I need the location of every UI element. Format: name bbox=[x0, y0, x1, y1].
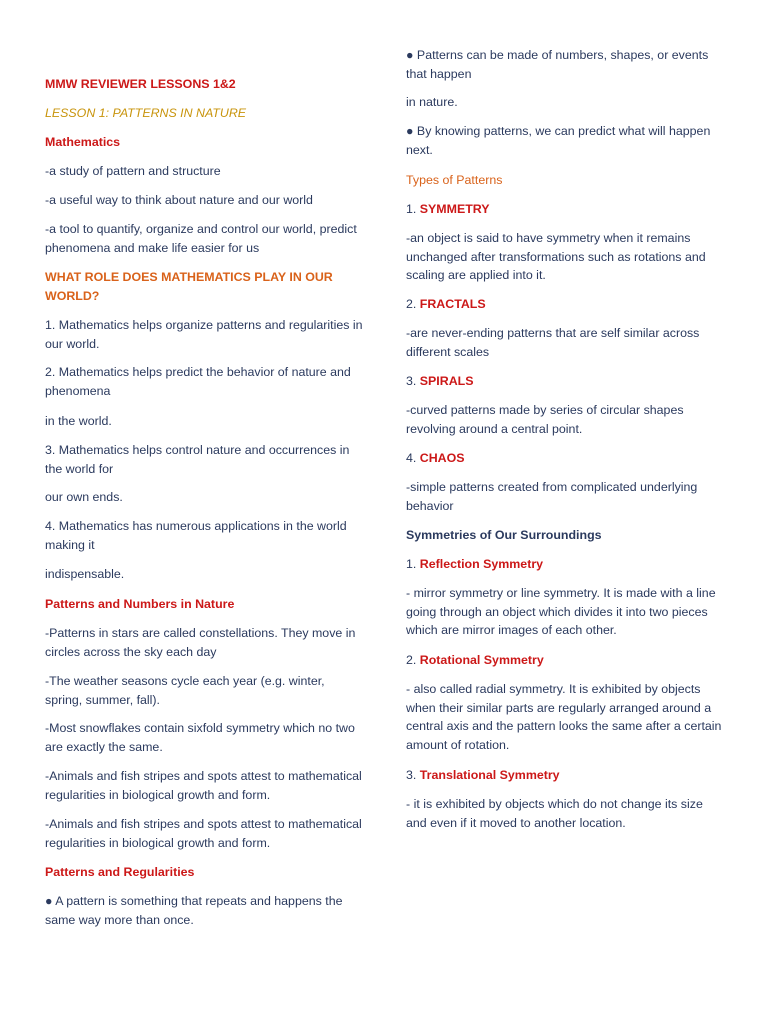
paragraph: in the world. bbox=[45, 414, 112, 428]
item-number: 2. bbox=[406, 653, 420, 667]
item-name: SYMMETRY bbox=[419, 202, 490, 216]
paragraph: -a useful way to think about nature and our world bbox=[45, 193, 313, 207]
paragraph: -simple patterns created from complicated underlying behavior bbox=[406, 480, 698, 513]
item-name: Rotational Symmetry bbox=[419, 653, 544, 667]
paragraph: - also called radial symmetry. It is exhibited by objects when their similar parts are regularly arranged around a central axis and the pattern looks the same after a certain amount of rotation. bbox=[406, 682, 722, 752]
paragraph: - mirror symmetry or line symmetry. It is made with a line going through an object which divides it into two pieces which are mirror images of each other. bbox=[406, 586, 716, 637]
heading-symmetries: Symmetries of Our Surroundings bbox=[406, 528, 602, 542]
paragraph: indispensable. bbox=[45, 567, 125, 581]
item-name: FRACTALS bbox=[419, 297, 486, 311]
item-name: CHAOS bbox=[419, 451, 465, 465]
paragraph: -Most snowflakes contain sixfold symmetry which no two are exactly the same. bbox=[45, 721, 355, 754]
list-item-rotational bbox=[406, 651, 726, 670]
item-number: 2. bbox=[406, 297, 420, 311]
item-number: 1. bbox=[406, 557, 420, 571]
paragraph: -Animals and fish stripes and spots attest to mathematical regularities in biological growth and form. bbox=[45, 769, 362, 802]
document-title: MMW REVIEWER LESSONS 1&2 bbox=[45, 77, 236, 91]
paragraph: -a tool to quantify, organize and control our world, predict phenomena and make life easier for us bbox=[45, 222, 357, 255]
heading-patterns-and-numbers: Patterns and Numbers in Nature bbox=[45, 597, 235, 611]
paragraph: -are never-ending patterns that are self similar across different scales bbox=[406, 326, 700, 359]
paragraph: -Patterns in stars are called constellations. They move in circles across the sky each day bbox=[45, 626, 356, 659]
paragraph: 4. Mathematics has numerous applications in the world making it bbox=[45, 519, 347, 552]
paragraph: - it is exhibited by objects which do not change its size and even if it moved to another location. bbox=[406, 797, 703, 830]
lesson-title: LESSON 1: PATTERNS IN NATURE bbox=[45, 106, 247, 120]
item-name: SPIRALS bbox=[419, 374, 474, 388]
heading-mathematics: Mathematics bbox=[45, 135, 121, 149]
paragraph: ● Patterns can be made of numbers, shapes, or events that happen bbox=[406, 48, 709, 81]
paragraph: 1. Mathematics helps organize patterns and regularities in our world. bbox=[45, 318, 363, 351]
paragraph: -a study of pattern and structure bbox=[45, 164, 221, 178]
list-item-symmetry bbox=[406, 200, 726, 219]
item-number: 3. bbox=[406, 768, 420, 782]
paragraph: -The weather seasons cycle each year (e.g. winter, spring, summer, fall). bbox=[45, 674, 325, 707]
paragraph: -Animals and fish stripes and spots attest to mathematical regularities in biological growth and form. bbox=[45, 817, 362, 850]
paragraph: our own ends. bbox=[45, 490, 123, 504]
list-item-spirals bbox=[406, 372, 726, 391]
paragraph: 3. Mathematics helps control nature and occurrences in the world for bbox=[45, 443, 350, 476]
list-item-reflection bbox=[406, 555, 726, 574]
paragraph: -an object is said to have symmetry when it remains unchanged after transformations such as rotations and scaling are applied into it. bbox=[406, 231, 706, 282]
item-name: Reflection Symmetry bbox=[419, 557, 544, 571]
item-number: 4. bbox=[406, 451, 420, 465]
paragraph: 2. Mathematics helps predict the behavior of nature and phenomena bbox=[45, 365, 351, 398]
paragraph: ● A pattern is something that repeats and happens the same way more than once. bbox=[45, 894, 343, 927]
list-item-chaos bbox=[406, 449, 726, 468]
list-item-translational bbox=[406, 766, 726, 785]
paragraph: in nature. bbox=[406, 95, 458, 109]
paragraph: ● By knowing patterns, we can predict what will happen next. bbox=[406, 124, 711, 157]
item-name: Translational Symmetry bbox=[419, 768, 560, 782]
paragraph: -curved patterns made by series of circular shapes revolving around a central point. bbox=[406, 403, 684, 436]
item-number: 3. bbox=[406, 374, 420, 388]
item-number: 1. bbox=[406, 202, 420, 216]
heading-role-of-mathematics: WHAT ROLE DOES MATHEMATICS PLAY IN OUR WORLD? bbox=[45, 270, 333, 303]
heading-types-of-patterns: Types of Patterns bbox=[406, 173, 503, 187]
list-item-fractals bbox=[406, 295, 726, 314]
heading-patterns-and-regularities: Patterns and Regularities bbox=[45, 865, 195, 879]
